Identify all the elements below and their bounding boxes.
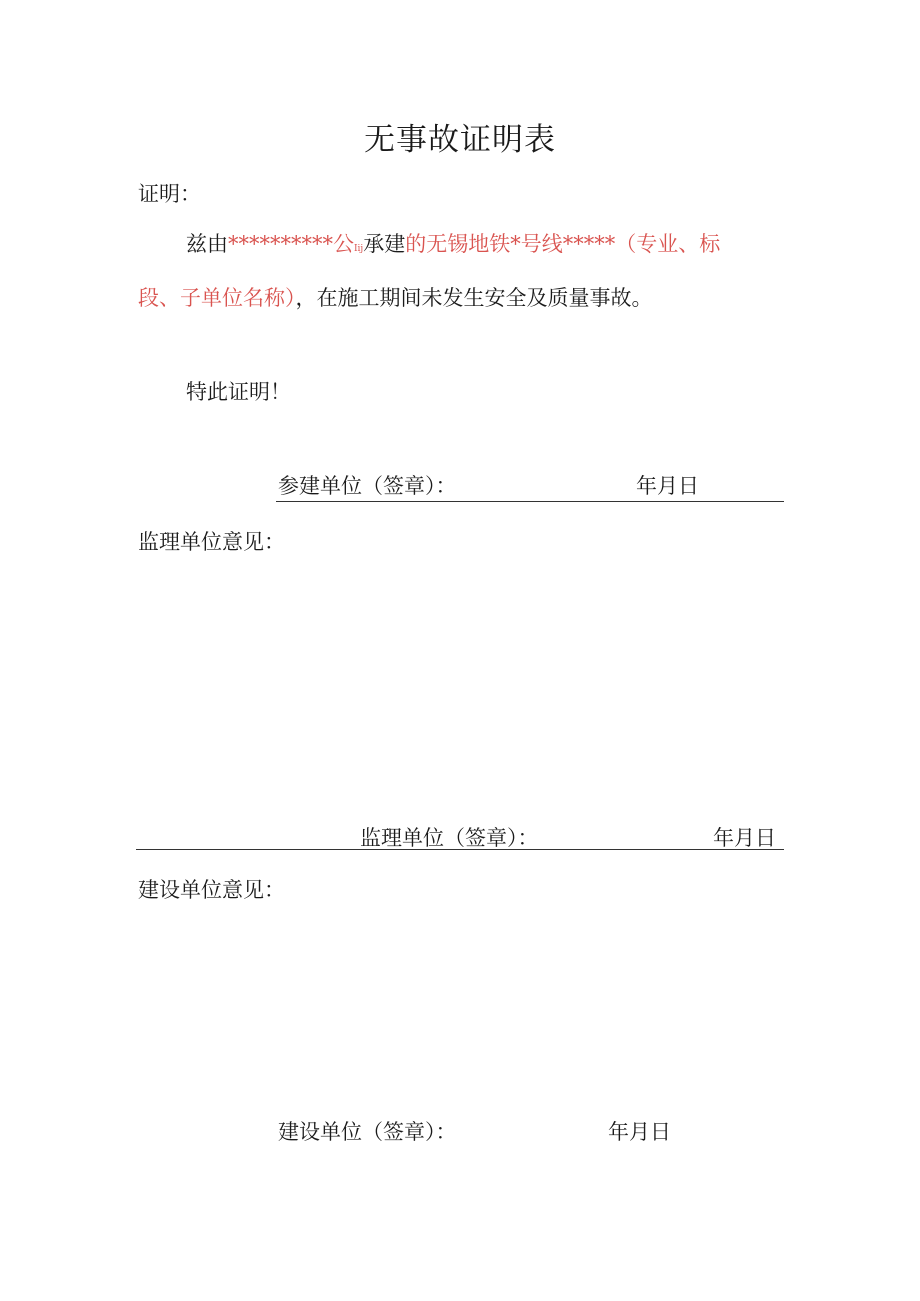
unit-name-placeholder: 段、子单位名称） (138, 286, 296, 310)
owner-opinion-label: 建设单位意见： (138, 878, 285, 902)
participant-seal-label: 参建单位（签章）： (278, 474, 457, 498)
project-placeholder: 的无锡地铁*号线*****（专业、标 (405, 232, 721, 256)
document-title: 无事故证明表 (364, 122, 556, 158)
body-line-1 (186, 228, 720, 258)
body-line-2 (138, 282, 653, 312)
company-placeholder: **********公 (228, 232, 354, 256)
undertake-text: 承建 (363, 232, 406, 256)
body-prefix: 兹由 (186, 232, 228, 256)
proof-label: 证明： (138, 182, 201, 206)
supervisor-seal-label: 监理单位（签章）： (360, 826, 539, 850)
supervisor-date: 年月日 (713, 826, 776, 850)
owner-seal-label: 建设单位（签章）： (278, 1120, 457, 1144)
participant-date: 年月日 (636, 474, 699, 498)
closing-text: 特此证明！ (186, 380, 291, 404)
participant-signature-line (276, 501, 784, 502)
owner-date: 年月日 (608, 1120, 671, 1144)
small-mark: Iij (354, 244, 364, 254)
supervisor-opinion-label: 监理单位意见： (138, 530, 285, 554)
supervisor-signature-line (136, 849, 784, 850)
body-statement: ，在施工期间未发生安全及质量事故。 (295, 286, 653, 310)
